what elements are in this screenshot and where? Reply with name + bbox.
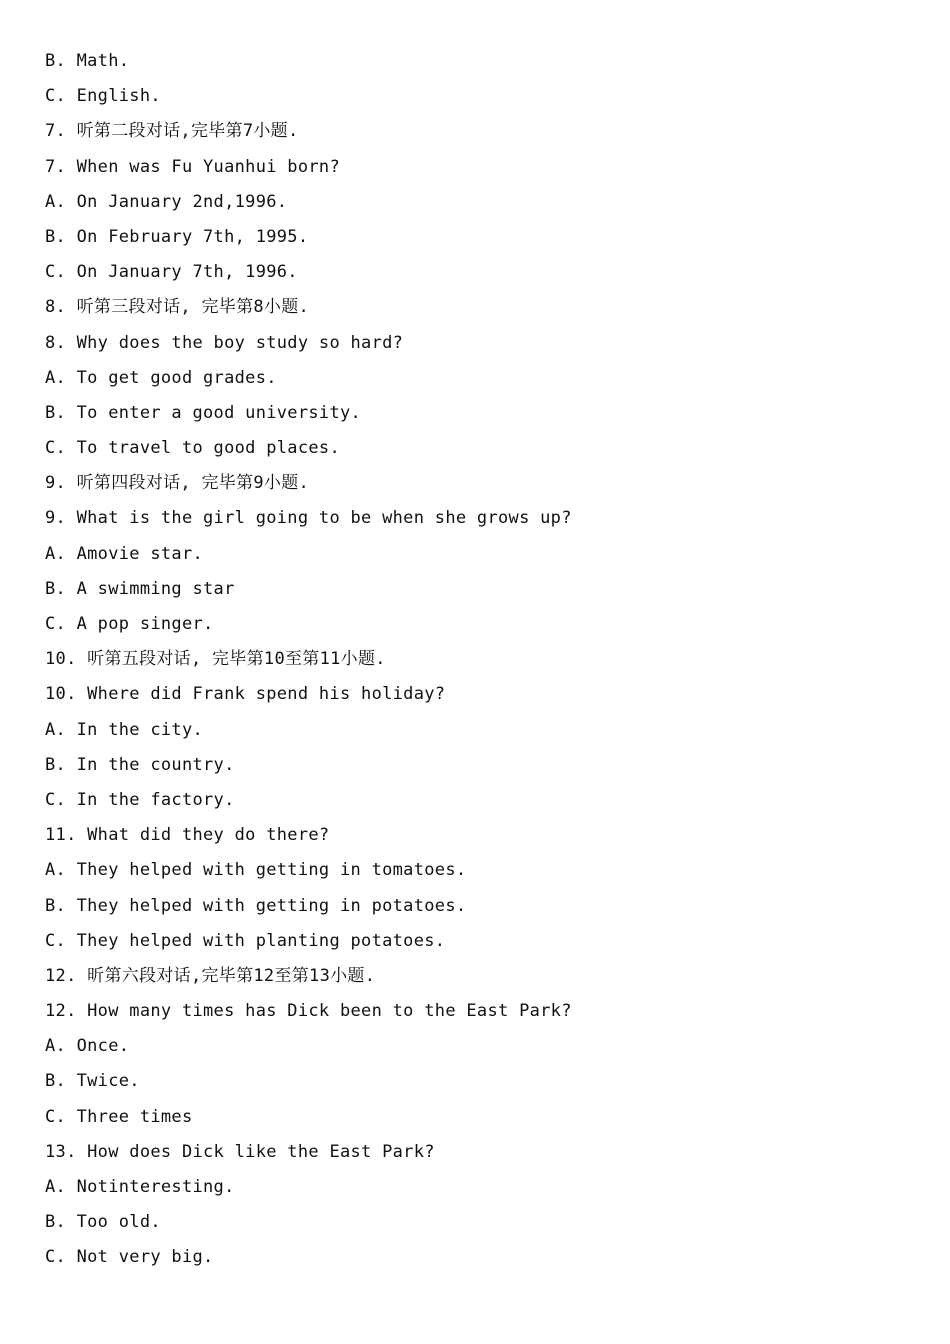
question-text: 7. When was Fu Yuanhui born? xyxy=(45,156,340,177)
answer-option: C. A pop singer. xyxy=(45,614,214,634)
answer-option: A. They helped with getting in tomatoes. xyxy=(45,860,467,881)
answer-option: A. To get good grades. xyxy=(45,367,277,388)
answer-option: B. In the country. xyxy=(45,754,235,775)
answer-option: C. Three times xyxy=(45,1106,193,1127)
question-text: 11. What did they do there? xyxy=(45,825,330,846)
answer-option: C. They helped with planting potatoes. xyxy=(45,930,446,951)
answer-option: B. They helped with getting in potatoes. xyxy=(45,895,467,916)
answer-option: B. To enter a good university. xyxy=(45,402,362,423)
answer-option: B. A swimming star xyxy=(45,578,235,599)
question-text: 8. Why does the boy study so hard? xyxy=(45,332,404,353)
answer-option: A. In the city. xyxy=(45,719,204,740)
section-instruction: 12. 昕第六段对话,完毕第12至第13小题. xyxy=(45,965,376,986)
answer-option: B. On February 7th, 1995. xyxy=(45,226,309,247)
answer-option: A. Once. xyxy=(45,1036,130,1057)
answer-option: C. To travel to good places. xyxy=(45,438,340,459)
answer-option: C. On January 7th, 1996. xyxy=(45,262,298,283)
question-text: 10. Where did Frank spend his holiday? xyxy=(45,684,446,705)
section-instruction: 10. 听第五段对话, 完毕第10至第11小题. xyxy=(45,649,386,670)
answer-option: C. Not very big. xyxy=(45,1247,214,1268)
text-line: B. Math. xyxy=(45,51,130,71)
answer-option: A. On January 2nd,1996. xyxy=(45,191,288,212)
question-text: 13. How does Dick like the East Park? xyxy=(45,1141,435,1162)
question-text: 9. What is the girl going to be when she grows up? xyxy=(45,508,572,529)
question-text: 12. How many times has Dick been to the East Park? xyxy=(45,1001,572,1022)
answer-option: B. Twice. xyxy=(45,1071,140,1092)
section-instruction: 7. 听第二段对话,完毕第7小题. xyxy=(45,121,299,142)
answer-option: B. Too old. xyxy=(45,1212,161,1233)
answer-option: A. Notinteresting. xyxy=(45,1177,235,1197)
text-line: C. English. xyxy=(45,86,161,107)
answer-option: C. In the factory. xyxy=(45,789,235,810)
section-instruction: 8. 听第三段对话, 完毕第8小题. xyxy=(45,297,310,318)
answer-option: A. Amovie star. xyxy=(45,543,204,564)
section-instruction: 9. 听第四段对话, 完毕第9小题. xyxy=(45,473,310,494)
